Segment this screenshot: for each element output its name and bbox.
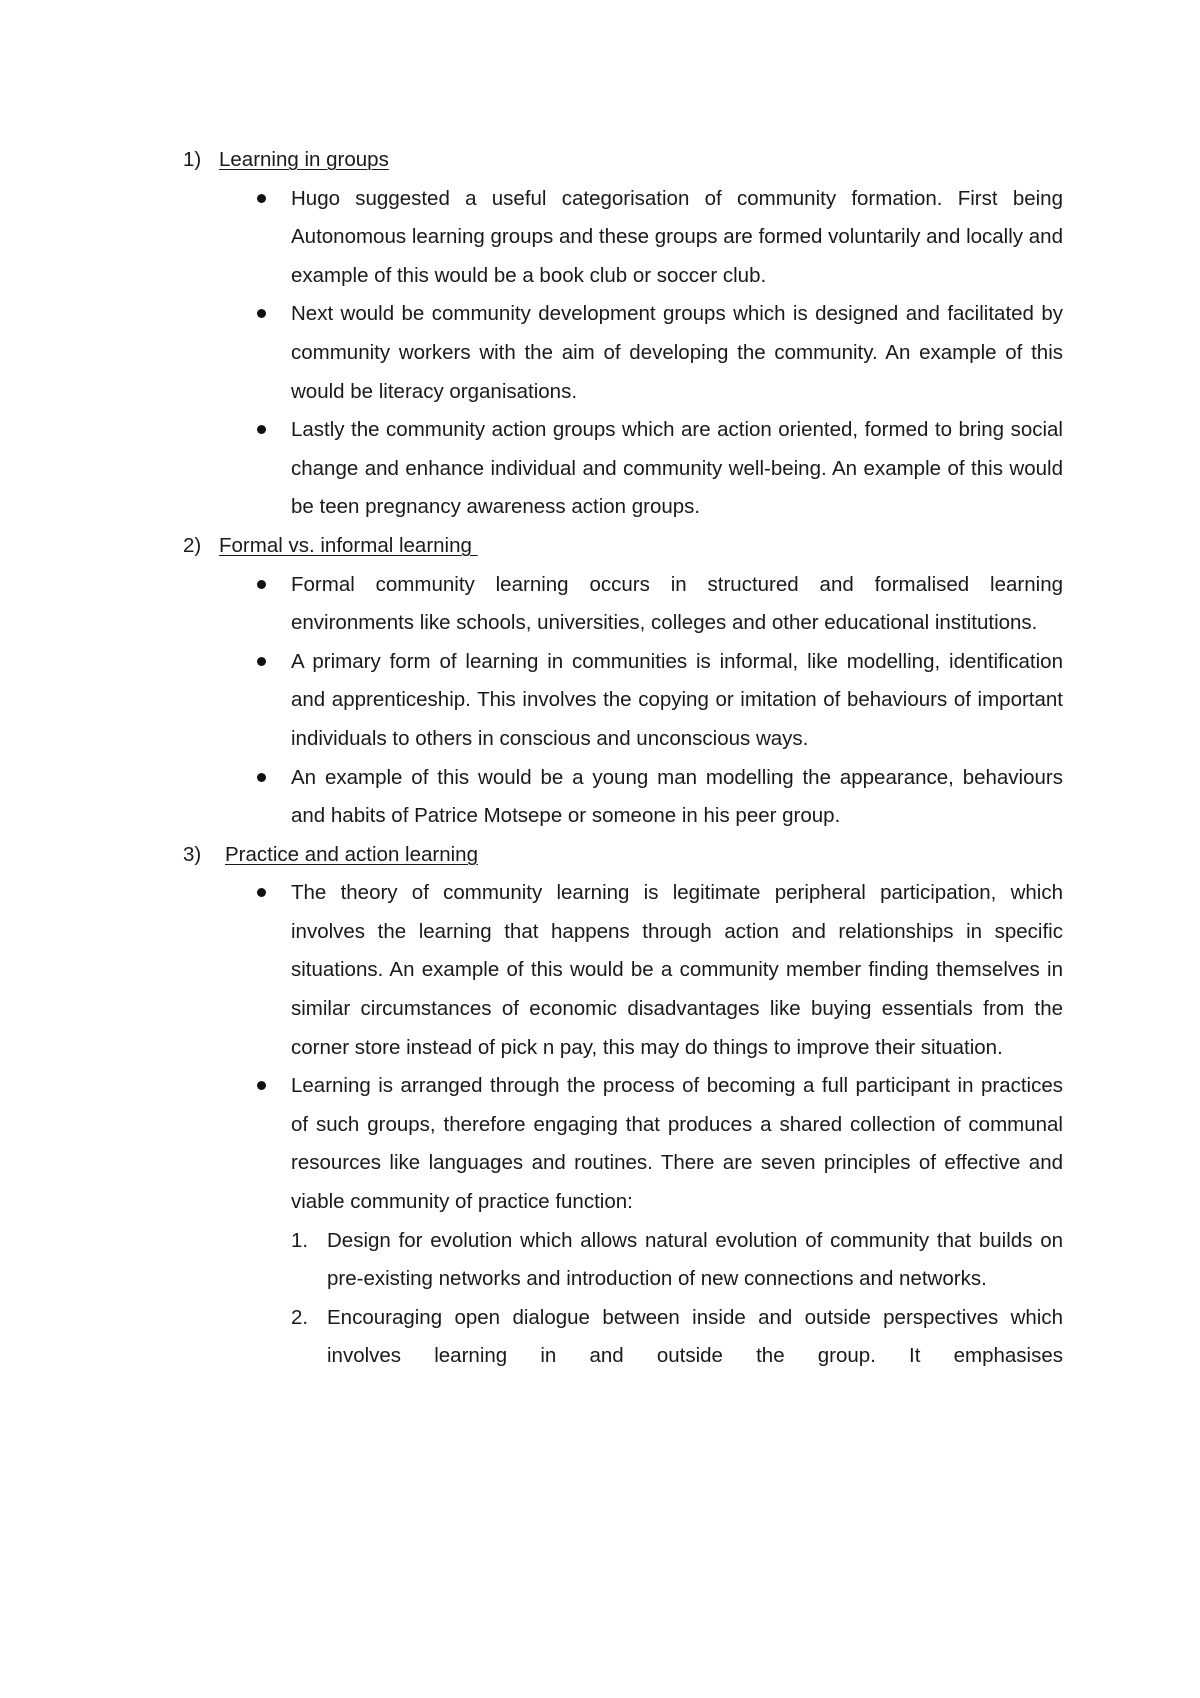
- section-learning-in-groups: [183, 141, 1063, 527]
- section-formal-vs-informal-learning: [183, 527, 1063, 836]
- bullet-icon: [257, 194, 266, 203]
- list-item: [183, 1067, 1063, 1221]
- bullet-text: Hugo suggested a useful categorisation of community formation. First being Autonomous learning groups and these groups are formed voluntarily and locally and example of this would be a book club or soccer club.: [291, 186, 1063, 287]
- bullet-list: [183, 566, 1063, 836]
- item-text: Encouraging open dialogue between inside and outside perspectives which involves learning in and outside the group. It emphasises: [327, 1305, 1063, 1368]
- bullet-icon: [257, 657, 266, 666]
- section-heading: [183, 836, 1063, 875]
- numbered-list: [183, 1222, 1063, 1376]
- list-item: [183, 411, 1063, 527]
- section-heading: [183, 527, 1063, 566]
- item-number: 2.: [291, 1305, 309, 1329]
- list-item: [183, 566, 1063, 643]
- bullet-text: The theory of community learning is legitimate peripheral participation, which involves the learning that happens through action and relationships in specific situations. An example of this would be a community member finding themselves in similar circumstances of economic disadvantages like buying essentials from the corner store instead of pick n pay, this may do things to improve their situation.: [291, 881, 1063, 1059]
- section-title: Learning in groups: [219, 148, 389, 171]
- list-item: [183, 643, 1063, 759]
- bullet-text: Lastly the community action groups which are action oriented, formed to bring social change and enhance individual and community well-being. An example of this would be teen pregnancy awareness action groups.: [291, 418, 1063, 519]
- item-number: 1.: [291, 1228, 309, 1252]
- bullet-icon: [257, 425, 266, 434]
- bullet-text: Learning is arranged through the process of becoming a full participant in practices of such groups, therefore engaging that produces a shared collection of communal resources like languages and routines. There are seven principles of effective and viable community of practice function:: [291, 1074, 1063, 1214]
- section-number: 2): [183, 533, 202, 557]
- list-item: [183, 874, 1063, 1067]
- bullet-list: [183, 874, 1063, 1221]
- section-number: 1): [183, 148, 202, 171]
- section-practice-and-action-learning: [183, 836, 1063, 1376]
- bullet-icon: [257, 773, 266, 782]
- bullet-icon: [257, 1081, 266, 1090]
- bullet-text: Next would be community development groups which is designed and facilitated by community workers with the aim of developing the community. An example of this would be literacy organisations.: [291, 302, 1063, 403]
- bullet-list: [183, 180, 1063, 527]
- list-item: [183, 759, 1063, 836]
- section-heading: [183, 141, 1063, 180]
- item-text: Design for evolution which allows natural evolution of community that builds on pre-existing networks and introduction of new connections and networks.: [327, 1228, 1063, 1291]
- section-title: Practice and action learning: [225, 842, 478, 866]
- list-item: [183, 180, 1063, 296]
- section-title: Formal vs. informal learning: [219, 533, 478, 557]
- list-item: [183, 295, 1063, 411]
- document-body: [183, 141, 1063, 1376]
- section-number: 3): [183, 842, 202, 866]
- bullet-text: An example of this would be a young man modelling the appearance, behaviours and habits of Patrice Motsepe or someone in his peer group.: [291, 765, 1063, 828]
- bullet-icon: [257, 580, 266, 589]
- numbered-item: [183, 1299, 1063, 1376]
- numbered-item: [183, 1222, 1063, 1299]
- bullet-text: A primary form of learning in communities is informal, like modelling, identification and apprenticeship. This involves the copying or imitation of behaviours of important individuals to others in conscious and unconscious ways.: [291, 649, 1063, 750]
- bullet-icon: [257, 309, 266, 318]
- bullet-text: Formal community learning occurs in structured and formalised learning environments like schools, universities, colleges and other educational institutions.: [291, 572, 1063, 635]
- bullet-icon: [257, 888, 266, 897]
